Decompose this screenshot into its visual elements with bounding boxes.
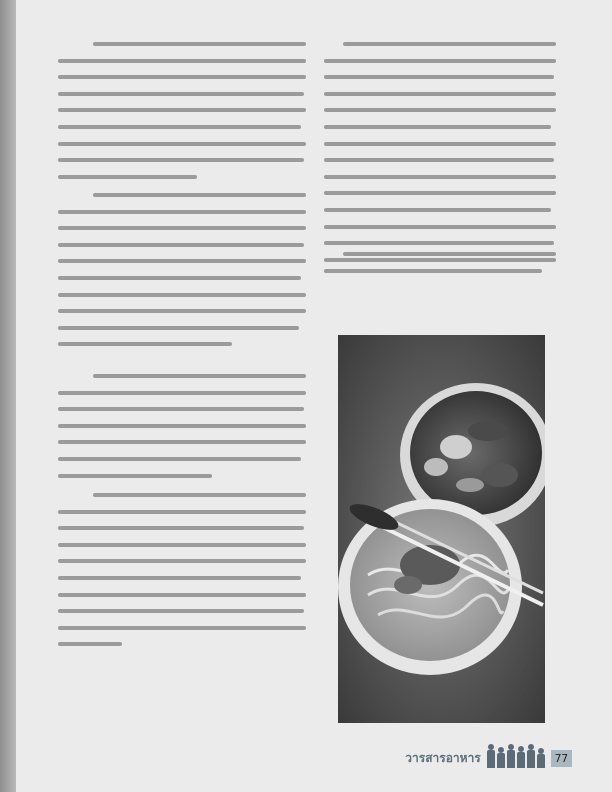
page-number: 77 <box>551 750 572 767</box>
journal-name: วารสารอาหาร <box>405 751 481 765</box>
body-paragraph-left-4 <box>58 493 306 659</box>
body-paragraph-left-2 <box>58 193 306 359</box>
body-paragraph-left-3 <box>58 374 306 490</box>
people-group-icon <box>487 748 545 768</box>
body-paragraph-right-2 <box>324 252 556 285</box>
food-photo <box>338 335 545 723</box>
body-paragraph-right-1 <box>324 42 556 274</box>
body-paragraph-left-1 <box>58 42 306 191</box>
page <box>16 0 612 792</box>
page-footer <box>405 746 572 770</box>
